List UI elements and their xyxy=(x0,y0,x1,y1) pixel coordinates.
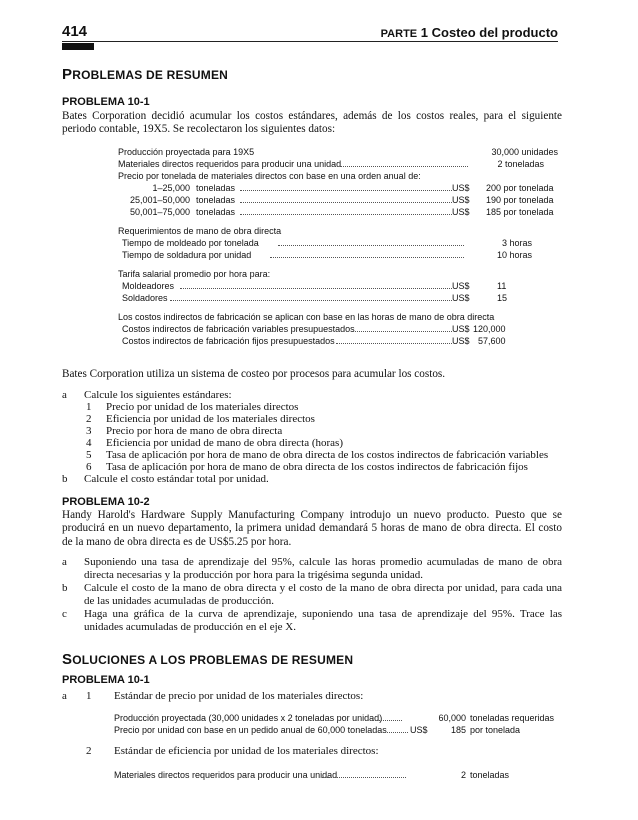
prod-label: Producción proyectada para 19X5 xyxy=(118,147,255,157)
req-item-number: 6 xyxy=(86,461,92,473)
leader-dots xyxy=(336,335,452,344)
section-title-initial: P xyxy=(62,66,73,83)
leader-dots xyxy=(340,158,468,167)
req-item-text: Eficiencia por unidad de mano de obra directa (horas) xyxy=(106,437,344,449)
solution-step-text: Estándar de eficiencia por unidad de los materiales directos: xyxy=(114,745,379,757)
item-letter: c xyxy=(62,608,67,620)
req-item-text: Precio por unidad de los materiales directos xyxy=(106,401,299,413)
leader-dots xyxy=(352,323,452,332)
currency: US$ xyxy=(452,336,470,346)
currency: US$ xyxy=(452,293,470,303)
req-item-text: Eficiencia por unidad de los materiales directos xyxy=(106,413,315,425)
leader-dots xyxy=(180,280,452,289)
leader-dots xyxy=(322,769,406,778)
solution-letter: a xyxy=(62,690,67,702)
sol-row-unit: por tonelada xyxy=(470,725,521,735)
currency: US$ xyxy=(452,324,470,334)
sol-row-label: Precio por unidad con base en un pedido anual de 60,000 toneladas xyxy=(114,725,387,735)
leader-dots xyxy=(240,206,452,215)
sol-row-value: 185 xyxy=(450,725,466,735)
leader-dots xyxy=(378,724,408,733)
leader-dots xyxy=(278,237,464,246)
sol-row-value: 2 xyxy=(460,770,466,780)
prod-value: 30,000 unidades xyxy=(491,147,558,157)
part-number: 1 xyxy=(420,25,428,40)
item-letter: a xyxy=(62,556,67,568)
price-unit: toneladas xyxy=(196,195,236,205)
section-title-word2: A LOS PROBLEMAS DE RESUMEN xyxy=(145,653,354,667)
price-unit: toneladas xyxy=(196,183,236,193)
req-item-number: 2 xyxy=(86,413,92,425)
mat-label: Materiales directos requeridos para producir una unidad xyxy=(118,159,342,169)
solution-heading: PROBLEMA 10-1 xyxy=(62,674,150,686)
leader-dots xyxy=(240,194,452,203)
rate-label: Tarifa salarial promedio por hora para: xyxy=(118,269,271,279)
req-item-text: Tasa de aplicación por hora de mano de obra directa de los costos indirectos de fabricación fijos xyxy=(106,461,528,473)
price-value: 200 por tonelada xyxy=(486,183,554,193)
page-number: 414 xyxy=(62,23,88,40)
sol-row-value: 60,000 xyxy=(438,713,466,723)
req-item-number: 4 xyxy=(86,437,92,449)
solution-step-number: 2 xyxy=(86,745,92,757)
labor-row-value: 3 horas xyxy=(501,238,532,248)
currency: US$ xyxy=(452,183,470,193)
running-header xyxy=(381,25,558,40)
problem-intro: Handy Harold's Hardware Supply Manufacturing Company introdujo un nuevo producto. Puesto que se producirá en un nuevo departamento, la primera unidad demandará 5 horas de mano de obra directa. El costo de la mano de obra directa es de US$5.25 por hora. xyxy=(62,509,562,548)
part-title: Costeo del producto xyxy=(431,25,558,40)
leader-dots xyxy=(372,712,402,721)
req-item-text: Tasa de aplicación por hora de mano de obra directa de los costos indirectos de fabricación variables xyxy=(106,449,549,461)
overhead-row-label: Costos indirectos de fabricación variables presupuestados xyxy=(122,324,355,334)
sol-row-label: Producción proyectada (30,000 unidades x 2 toneladas por unidad) xyxy=(114,713,383,723)
req-item-text: Precio por hora de mano de obra directa xyxy=(106,425,283,437)
overhead-label: Los costos indirectos de fabricación se aplican con base en las horas de mano de obra directa xyxy=(118,312,495,322)
leader-dots xyxy=(170,292,452,301)
item-text: Calcule el costo de la mano de obra directa y el costo de la mano de obra directa por unidad, para cada una de las unidades acumuladas de producción. xyxy=(84,582,562,607)
price-value: 185 por tonelada xyxy=(486,207,554,217)
price-label: Precio por tonelada de materiales directos con base en una orden anual de: xyxy=(118,171,421,181)
header-rule xyxy=(62,41,558,42)
price-range: 25,001–50,000 xyxy=(129,195,190,205)
rate-row-label: Moldeadores xyxy=(122,281,175,291)
header-block xyxy=(62,43,94,50)
price-range: 1–25,000 xyxy=(152,183,190,193)
currency: US$ xyxy=(452,207,470,217)
rate-row-value: 11 xyxy=(497,281,507,291)
problem-heading: PROBLEMA 10-2 xyxy=(62,496,150,508)
leader-dots xyxy=(240,182,452,191)
labor-row-label: Tiempo de moldeado por tonelada xyxy=(122,238,259,248)
req-item-number: 1 xyxy=(86,401,92,413)
part-prefix: PARTE xyxy=(380,28,418,40)
leader-dots xyxy=(270,249,464,258)
req-letter: a xyxy=(62,389,67,401)
overhead-row-value: 57,600 xyxy=(478,336,506,346)
section-title-word1: OLUCIONES xyxy=(72,653,146,667)
rate-row-label: Soldadores xyxy=(122,293,168,303)
price-value: 190 por tonelada xyxy=(486,195,554,205)
sol-row-unit: toneladas requeridas xyxy=(470,713,555,723)
currency: US$ xyxy=(410,725,428,735)
req-item-number: 3 xyxy=(86,425,92,437)
section-title-word2: DE RESUMEN xyxy=(142,68,229,82)
system-text: Bates Corporation utiliza un sistema de costeo por procesos para acumular los costos. xyxy=(62,368,446,380)
req-text: Calcule el costo estándar total por unidad. xyxy=(84,473,269,485)
mat-value: 2 toneladas xyxy=(497,159,544,169)
currency: US$ xyxy=(452,281,470,291)
item-letter: b xyxy=(62,582,68,594)
solution-step-text: Estándar de precio por unidad de los materiales directos: xyxy=(114,690,364,702)
req-letter: b xyxy=(62,473,68,485)
currency: US$ xyxy=(452,195,470,205)
overhead-row-label: Costos indirectos de fabricación fijos presupuestados xyxy=(122,336,335,346)
labor-row-value: 10 horas xyxy=(496,250,532,260)
req-text: Calcule los siguientes estándares: xyxy=(84,389,232,401)
section-title-summary-problems xyxy=(62,66,228,83)
price-range: 50,001–75,000 xyxy=(129,207,190,217)
problem-intro: Bates Corporation decidió acumular los costos estándares, además de los costos reales, para el siguiente periodo contable, 19X5. Se recolectaron los siguientes datos: xyxy=(62,110,562,136)
section-title-initial: S xyxy=(62,651,73,668)
sol-row-unit: toneladas xyxy=(470,770,510,780)
overhead-row-value: 120,000 xyxy=(473,324,506,334)
labor-row-label: Tiempo de soldadura por unidad xyxy=(122,250,252,260)
section-title-solutions xyxy=(62,651,353,668)
req-item-number: 5 xyxy=(86,449,92,461)
problem-heading: PROBLEMA 10-1 xyxy=(62,96,150,108)
sol-row-label: Materiales directos requeridos para producir una unidad xyxy=(114,770,338,780)
rate-row-value: 15 xyxy=(497,293,508,303)
section-title-word1: ROBLEMAS xyxy=(72,68,143,82)
labor-label: Requerimientos de mano de obra directa xyxy=(118,226,282,236)
item-text: Suponiendo una tasa de aprendizaje del 95%, calcule las horas promedio acumuladas de mano de obra directa necesarias y la producción por hora para la trigésima segunda unidad. xyxy=(84,556,562,581)
item-text: Haga una gráfica de la curva de aprendizaje, suponiendo una tasa de aprendizaje del 95%. Trace las unidades acumuladas de producción en el eje X. xyxy=(84,608,562,633)
solution-step-number: 1 xyxy=(86,690,92,702)
price-unit: toneladas xyxy=(196,207,236,217)
